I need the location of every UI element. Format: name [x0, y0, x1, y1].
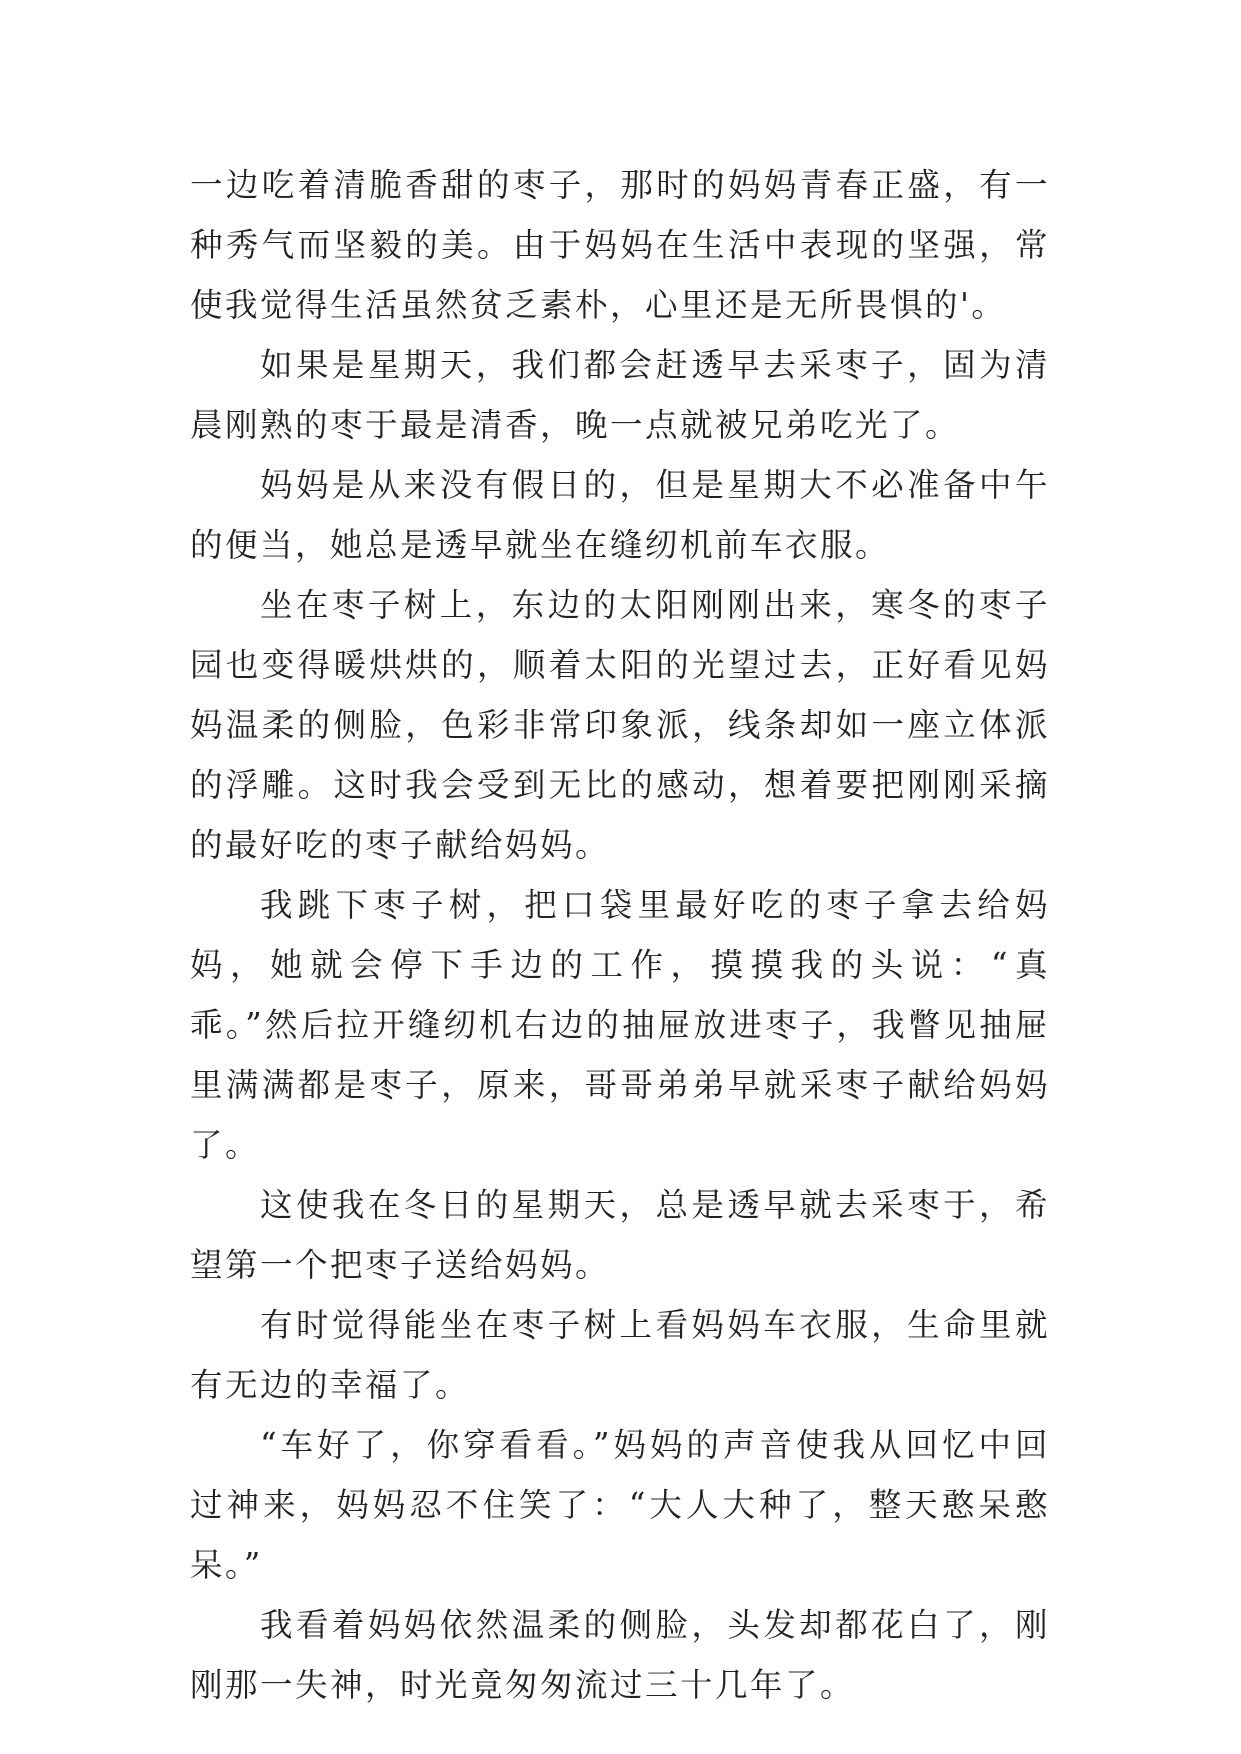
paragraph: 我看着妈妈依然温柔的侧脸，头发却都花白了，刚刚那一失神，时光竟匆匆流过三十几年了。 — [190, 1606, 1050, 1704]
paragraph: 妈妈是从来没有假日的，但是星期大不必准备中午的便当，她总是透早就坐在缝纫机前车衣服。 — [190, 466, 1050, 564]
paragraph-continuation: 一边吃着清脆香甜的枣子，那时的妈妈青春正盛，有一种秀气而坚毅的美。由于妈妈在生活中表现的坚强，常使我觉得生活虽然贫乏素朴，心里还是无所畏惧的'。 — [190, 166, 1050, 324]
paragraph: 这使我在冬日的星期天，总是透早就去采枣于，希望第一个把枣子送给妈妈。 — [190, 1186, 1050, 1284]
document-body — [190, 155, 1050, 1715]
paragraph: 有时觉得能坐在枣子树上看妈妈车衣服，生命里就有无边的幸福了。 — [190, 1306, 1050, 1404]
paragraph: 坐在枣子树上，东边的太阳刚刚出来，寒冬的枣子园也变得暖烘烘的，顺着太阳的光望过去，正好看见妈妈温柔的侧脸，色彩非常印象派，线条却如一座立体派的浮雕。这时我会受到无比的感动，想着要把刚刚采摘的最好吃的枣子献给妈妈。 — [190, 586, 1050, 864]
paragraph-dialogue: “车好了，你穿看看。”妈妈的声音使我从回忆中回过神来，妈妈忍不住笑了：“大人大种了，整天憨呆憨呆。” — [190, 1426, 1050, 1584]
paragraph: 如果是星期天，我们都会赶透早去采枣子，固为清晨刚熟的枣于最是清香，晚一点就被兄弟吃光了。 — [190, 346, 1050, 444]
paragraph: 我跳下枣子树，把口袋里最好吃的枣子拿去给妈妈，她就会停下手边的工作，摸摸我的头说：“真乖。”然后拉开缝纫机右边的抽屉放进枣子，我瞥见抽屉里满满都是枣子，原来，哥哥弟弟早就采枣子献给妈妈了。 — [190, 886, 1050, 1164]
